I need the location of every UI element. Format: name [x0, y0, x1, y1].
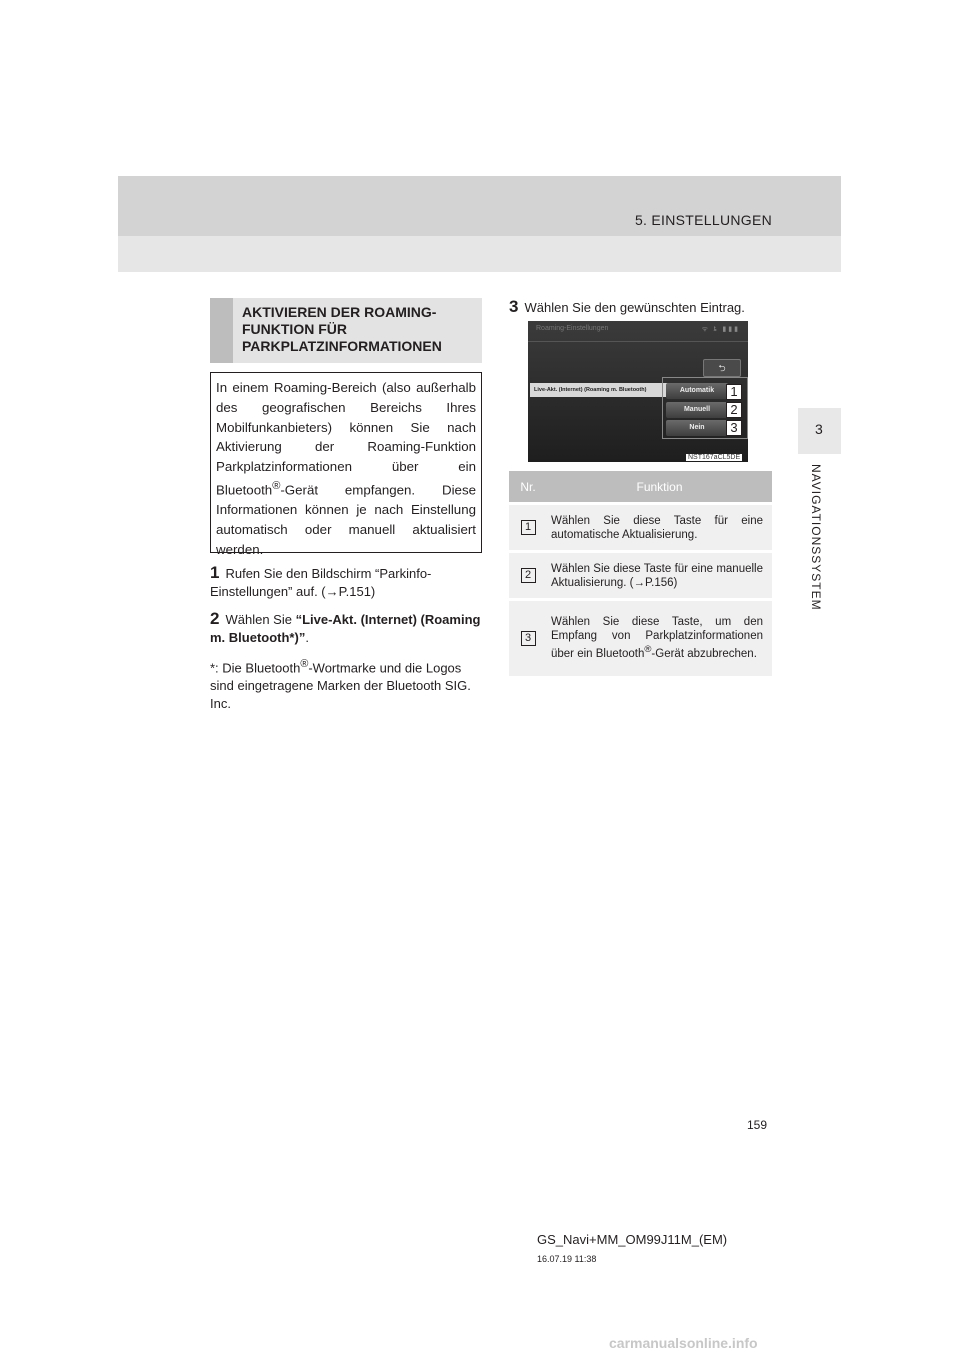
step-text: Wählen Sie den gewünschten Eintrag.: [524, 300, 745, 315]
document-code: GS_Navi+MM_OM99J11M_(EM): [537, 1232, 728, 1247]
row-text: Wählen Sie diese Taste für eine manuelle Aktualisierung. (→P.156): [547, 552, 772, 600]
table-row: [509, 600, 772, 676]
info-box-title: AKTIVIEREN DER ROAMING-FUNKTION FÜR PARKPLATZINFORMATIONEN: [242, 304, 442, 354]
table-header-function: Funktion: [547, 471, 772, 504]
step-1: [210, 564, 482, 601]
info-box-text: In einem Roaming-Bereich (also außerhalb des geografischen Bereichs Ihres Mobilfunkanbieters) können Sie nach Aktivierung der Roaming-Funktion Parkplatzinformationen über ein Bluetooth®-Gerät empfangen. Diese Informationen können je nach Einstellung automatisch oder manuell aktualisiert werden.: [216, 380, 476, 557]
info-box: [210, 372, 482, 557]
table-row: [509, 552, 772, 600]
step-2: 2 Wählen Sie “Live-Akt. (Internet) (Roaming m. Bluetooth*)”.: [210, 609, 481, 645]
chapter-label: NAVIGATIONSSYSTEM: [809, 464, 823, 611]
step-3: [509, 298, 772, 317]
function-table: [509, 471, 772, 676]
option-name: “Live-Akt. (Internet) (Roaming m. Bluetooth*)”: [210, 612, 481, 645]
option-automatic-button[interactable]: Automatik: [666, 383, 728, 399]
image-code: NST167aCL5DE: [688, 454, 741, 461]
section-title: 5. EINSTELLUNGEN: [634, 212, 772, 228]
option-manual-button[interactable]: Manuell: [666, 402, 728, 418]
watermark: carmanualsonline.info: [609, 1335, 758, 1351]
row-text: Wählen Sie diese Taste für eine automatische Aktualisierung.: [547, 504, 772, 552]
table-row: [509, 504, 772, 552]
page-number: 159: [747, 1118, 768, 1132]
screen-title: Roaming-Einstellungen: [536, 325, 609, 332]
callout-1: 1: [726, 384, 742, 400]
option-no-button[interactable]: Nein: [666, 420, 728, 436]
step-number: 2: [210, 609, 220, 628]
step-number: 1: [210, 563, 220, 582]
back-button[interactable]: ⮌: [703, 359, 741, 377]
row-text: Wählen Sie diese Taste, um den Empfang von Parkplatzinformationen über ein Bluetooth®-Gerät abzubrechen.: [547, 600, 772, 676]
row-number: 2: [521, 568, 536, 583]
table-header-nr: Nr.: [509, 471, 547, 504]
status-icons: ᯤ ȶ ▮▮▮: [701, 326, 740, 333]
chapter-tab: [798, 408, 841, 454]
row-number: 1: [521, 520, 536, 535]
callout-2: 2: [726, 402, 742, 418]
info-box-header: [210, 298, 482, 363]
callout-3: 3: [726, 420, 742, 436]
screen-divider: [528, 341, 748, 342]
live-update-row[interactable]: Live-Akt. (Internet) (Roaming m. Bluetooth): [530, 383, 669, 397]
chapter-number: 3: [815, 421, 823, 437]
info-box-stripe: [210, 298, 233, 363]
step-number: 3: [509, 297, 519, 316]
footnote: *: Die Bluetooth®-Wortmarke und die Logos sind eingetragene Marken der Bluetooth SIG. Inc.: [210, 658, 471, 712]
document-date: 16.07.19 11:38: [537, 1254, 597, 1264]
row-number: 3: [521, 631, 536, 646]
step-text: Rufen Sie den Bildschirm “Parkinfo-Einstellungen” auf. (→P.151): [210, 566, 432, 599]
screen-illustration: [528, 321, 748, 462]
